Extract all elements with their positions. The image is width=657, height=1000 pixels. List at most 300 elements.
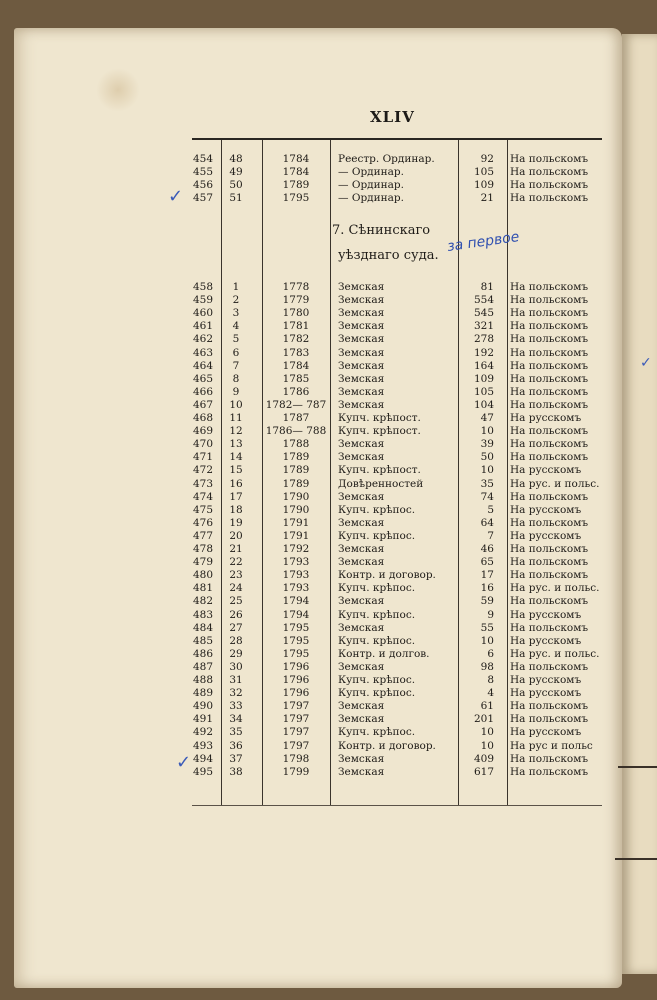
item-number: 9 — [232, 385, 240, 398]
table-row — [192, 726, 602, 739]
row-number: 494 — [193, 752, 214, 765]
paper-stain — [96, 68, 140, 112]
language: На польскомъ — [510, 543, 589, 555]
language: На польскомъ — [510, 346, 589, 359]
record-type: Земская — [338, 700, 385, 713]
row-number: 478 — [193, 543, 214, 555]
table-row — [192, 504, 602, 517]
row-number: 474 — [193, 490, 214, 503]
record-type: Довѣренностей — [338, 477, 424, 490]
row-number: 485 — [193, 634, 214, 647]
table-row — [192, 713, 602, 726]
row-number: 481 — [193, 582, 214, 595]
record-type: Купч. крѣпос. — [338, 582, 416, 595]
record-type: Земская — [338, 490, 385, 503]
sheet-count: 10 — [480, 464, 494, 477]
year: 1789 — [282, 451, 310, 464]
row-number: 490 — [193, 700, 214, 713]
archive-table — [192, 138, 602, 806]
year: 1796 — [282, 687, 310, 700]
record-type: Земская — [338, 372, 385, 385]
row-number: 489 — [193, 687, 214, 700]
year: 1793 — [282, 569, 310, 582]
row-number: 488 — [193, 674, 214, 686]
record-type: Контр. и договор. — [338, 569, 436, 582]
year: 1782 — [282, 333, 310, 346]
row-number: 476 — [193, 516, 214, 529]
sheet-count: 6 — [487, 647, 494, 660]
record-type: Купч. крѣпос. — [338, 726, 416, 739]
item-number: 6 — [232, 346, 240, 359]
record-type: Земская — [338, 621, 385, 634]
row-number: 457 — [193, 192, 214, 204]
year: 1786 — [282, 385, 310, 398]
item-number: 37 — [229, 752, 243, 765]
year: 1795 — [282, 621, 310, 634]
sheet-count: 321 — [473, 320, 494, 333]
handwritten-note: за первое — [446, 229, 521, 255]
language: На польскомъ — [510, 320, 589, 333]
year: 1793 — [282, 556, 310, 569]
year: 1789 — [282, 477, 310, 490]
row-number: 492 — [193, 726, 214, 739]
item-number: 25 — [229, 595, 243, 608]
row-number: 493 — [193, 739, 214, 752]
sheet-count: 105 — [473, 166, 494, 178]
record-type: Земская — [338, 765, 385, 778]
item-number: 16 — [229, 477, 243, 490]
row-number: 459 — [193, 294, 214, 307]
language: На польскомъ — [510, 192, 589, 204]
table-row — [192, 478, 602, 491]
year: 1785 — [282, 372, 310, 385]
sheet-count: 109 — [473, 179, 494, 191]
record-type: Реестр. Ординар. — [338, 153, 435, 165]
sheet-count: 104 — [473, 398, 494, 411]
record-type: Купч. крѣпос. — [338, 503, 416, 516]
language: На польскомъ — [510, 556, 589, 569]
sheet-count: 278 — [473, 333, 494, 346]
year: 1793 — [282, 582, 310, 595]
year: 1784 — [282, 153, 310, 165]
item-number: 51 — [229, 192, 243, 204]
row-number: 480 — [193, 569, 214, 582]
table-row — [192, 464, 602, 477]
table-row — [192, 166, 602, 179]
year: 1787 — [282, 412, 310, 424]
record-type: Земская — [338, 385, 385, 398]
sheet-count: 164 — [473, 359, 494, 372]
item-number: 34 — [229, 713, 243, 726]
record-type: Земская — [338, 307, 385, 320]
language: На русскомъ — [510, 412, 582, 424]
year: 1791 — [282, 529, 310, 542]
table-row — [192, 674, 602, 687]
table-row — [192, 569, 602, 582]
row-number: 461 — [193, 320, 214, 333]
year: 1794 — [282, 608, 310, 621]
row-number: 466 — [193, 385, 214, 398]
sheet-count: 109 — [473, 372, 494, 385]
item-number: 35 — [229, 726, 243, 739]
language: На польскомъ — [510, 451, 589, 464]
table-row — [192, 307, 602, 320]
sheet-count: 545 — [473, 307, 494, 320]
row-number: 464 — [193, 359, 214, 372]
row-number: 454 — [193, 153, 214, 165]
table-row — [192, 386, 602, 399]
language: На польскомъ — [510, 490, 589, 503]
section-title: 7. Сѣнинскаго — [332, 223, 431, 238]
sheet-count: 59 — [480, 595, 494, 608]
year: 1795 — [282, 192, 310, 204]
item-number: 15 — [229, 464, 243, 477]
language: На рус и польс — [510, 739, 593, 752]
sheet-count: 4 — [487, 687, 494, 700]
record-type: Купч. крѣпос. — [338, 674, 416, 686]
table-row — [192, 517, 602, 530]
item-number: 31 — [229, 674, 243, 686]
sheet-count: 105 — [473, 385, 494, 398]
sheet-count: 92 — [480, 153, 494, 165]
record-type: Земская — [338, 660, 385, 673]
row-number: 472 — [193, 464, 214, 477]
record-type: Купч. крѣпос. — [338, 608, 416, 621]
sheet-count: 192 — [473, 346, 494, 359]
record-type: Купч. крѣпост. — [338, 425, 421, 438]
table-row — [192, 451, 602, 464]
sheet-count: 74 — [480, 490, 494, 503]
language: На польскомъ — [510, 752, 589, 765]
record-type: Земская — [338, 346, 385, 359]
row-number: 469 — [193, 425, 214, 438]
sheet-count: 65 — [480, 556, 494, 569]
sheet-count: 98 — [480, 660, 494, 673]
checkmark-icon: ✓ — [640, 355, 652, 371]
language: На польскомъ — [510, 179, 589, 191]
language: На польскомъ — [510, 516, 589, 529]
next-page-edge — [622, 34, 657, 974]
language: На польскомъ — [510, 595, 589, 608]
section-subtitle: уѣзднаго суда. — [338, 248, 439, 263]
sheet-count: 9 — [487, 608, 494, 621]
year: 1789 — [282, 464, 310, 477]
binding-thread — [618, 766, 657, 768]
language: На польскомъ — [510, 281, 589, 293]
sheet-count: 10 — [480, 726, 494, 739]
year: 1784 — [282, 166, 310, 178]
year: 1799 — [282, 765, 310, 778]
language: На рус. и польс. — [510, 582, 600, 595]
item-number: 32 — [229, 687, 243, 700]
row-number: 487 — [193, 660, 214, 673]
item-number: 5 — [232, 333, 240, 346]
sheet-count: 10 — [480, 739, 494, 752]
sheet-count: 61 — [480, 700, 494, 713]
row-number: 495 — [193, 765, 214, 778]
item-number: 8 — [232, 372, 240, 385]
record-type: Земская — [338, 438, 385, 451]
table-row — [192, 530, 602, 543]
language: На русскомъ — [510, 464, 582, 477]
row-number: 467 — [193, 398, 214, 411]
record-type: Купч. крѣпос. — [338, 529, 416, 542]
record-type: Земская — [338, 595, 385, 608]
item-number: 13 — [229, 438, 243, 451]
sheet-count: 55 — [480, 621, 494, 634]
row-number: 484 — [193, 621, 214, 634]
year: 1779 — [282, 294, 310, 307]
sheet-count: 5 — [487, 503, 494, 516]
record-type: Купч. крѣпос. — [338, 634, 416, 647]
item-number: 7 — [232, 359, 240, 372]
record-type: — Ординар. — [338, 179, 404, 191]
item-number: 3 — [232, 307, 240, 320]
language: На польскомъ — [510, 359, 589, 372]
record-type: Купч. крѣпос. — [338, 687, 416, 700]
year: 1796 — [282, 660, 310, 673]
sheet-count: 201 — [473, 713, 494, 726]
year: 1797 — [282, 700, 310, 713]
sheet-count: 16 — [480, 582, 494, 595]
row-number: 468 — [193, 412, 214, 424]
row-number: 477 — [193, 529, 214, 542]
language: На польскомъ — [510, 438, 589, 451]
year: 1795 — [282, 634, 310, 647]
item-number: 12 — [229, 425, 243, 438]
record-type: Земская — [338, 333, 385, 346]
table-row — [192, 333, 602, 346]
record-type: Земская — [338, 543, 385, 555]
row-number: 475 — [193, 503, 214, 516]
table-row — [192, 399, 602, 412]
item-number: 23 — [229, 569, 243, 582]
record-type: Земская — [338, 294, 385, 307]
language: На польскомъ — [510, 153, 589, 165]
table-row — [192, 179, 602, 192]
language: На польскомъ — [510, 660, 589, 673]
table-row — [192, 766, 602, 779]
record-type: Земская — [338, 752, 385, 765]
year: 1789 — [282, 179, 310, 191]
item-number: 11 — [229, 412, 243, 424]
row-number: 479 — [193, 556, 214, 569]
language: На польскомъ — [510, 333, 589, 346]
language: На польскомъ — [510, 307, 589, 320]
year: 1781 — [282, 320, 310, 333]
item-number: 22 — [229, 556, 243, 569]
year: 1783 — [282, 346, 310, 359]
language: На польскомъ — [510, 621, 589, 634]
language: На рус. и польс. — [510, 477, 600, 490]
sheet-count: 21 — [480, 192, 494, 204]
year: 1786— 788 — [265, 425, 327, 438]
sheet-count: 10 — [480, 634, 494, 647]
table-row — [192, 595, 602, 608]
item-number: 38 — [229, 765, 243, 778]
row-number: 465 — [193, 372, 214, 385]
row-number: 491 — [193, 713, 214, 726]
sheet-count: 35 — [480, 477, 494, 490]
item-number: 10 — [229, 398, 243, 411]
record-type: Земская — [338, 398, 385, 411]
year: 1798 — [282, 752, 310, 765]
year: 1795 — [282, 647, 310, 660]
record-type: Земская — [338, 516, 385, 529]
row-number: 486 — [193, 647, 214, 660]
item-number: 49 — [229, 166, 243, 178]
language: На польскомъ — [510, 765, 589, 778]
row-number: 470 — [193, 438, 214, 451]
checkmark-icon: ✓ — [176, 752, 192, 773]
sheet-count: 554 — [473, 294, 494, 307]
record-type: Купч. крѣпост. — [338, 412, 421, 424]
language: На русскомъ — [510, 503, 582, 516]
language: На русскомъ — [510, 529, 582, 542]
item-number: 19 — [229, 516, 243, 529]
language: На польскомъ — [510, 294, 589, 307]
table-row — [192, 648, 602, 661]
item-number: 24 — [229, 582, 243, 595]
item-number: 14 — [229, 451, 243, 464]
table-row — [192, 609, 602, 622]
table-row — [192, 700, 602, 713]
row-number: 462 — [193, 333, 214, 346]
item-number: 36 — [229, 739, 243, 752]
language: На рус. и польс. — [510, 647, 600, 660]
item-number: 26 — [229, 608, 243, 621]
sheet-count: 81 — [480, 281, 494, 293]
language: На русскомъ — [510, 634, 582, 647]
language: На русскомъ — [510, 726, 582, 739]
checkmark-icon: ✓ — [168, 186, 184, 207]
year: 1791 — [282, 516, 310, 529]
item-number: 21 — [229, 543, 243, 555]
table-row — [192, 635, 602, 648]
table-row — [192, 661, 602, 674]
record-type: Купч. крѣпост. — [338, 464, 421, 477]
item-number: 1 — [232, 281, 240, 293]
table-row — [192, 412, 602, 425]
item-number: 33 — [229, 700, 243, 713]
record-type: Земская — [338, 359, 385, 372]
record-type: Земская — [338, 320, 385, 333]
language: На русскомъ — [510, 608, 582, 621]
sheet-count: 46 — [480, 543, 494, 555]
record-type: Земская — [338, 556, 385, 569]
row-number: 455 — [193, 166, 214, 178]
year: 1796 — [282, 674, 310, 686]
sheet-count: 7 — [487, 529, 494, 542]
year: 1790 — [282, 503, 310, 516]
sheet-count: 39 — [480, 438, 494, 451]
language: На русскомъ — [510, 674, 582, 686]
table-row — [192, 153, 602, 166]
table-row — [192, 281, 602, 294]
row-number: 460 — [193, 307, 214, 320]
sheet-count: 617 — [473, 765, 494, 778]
row-number: 473 — [193, 477, 214, 490]
table-row — [192, 753, 602, 766]
item-number: 30 — [229, 660, 243, 673]
item-number: 48 — [229, 153, 243, 165]
table-row — [192, 320, 602, 333]
year: 1794 — [282, 595, 310, 608]
sheet-count: 50 — [480, 451, 494, 464]
table-row — [192, 491, 602, 504]
record-type: Земская — [338, 281, 385, 293]
page-header: XLIV — [370, 108, 415, 126]
sheet-count: 17 — [480, 569, 494, 582]
year: 1797 — [282, 739, 310, 752]
record-type: — Ординар. — [338, 166, 404, 178]
record-type: Контр. и договор. — [338, 739, 436, 752]
row-number: 456 — [193, 179, 214, 191]
row-number: 471 — [193, 451, 214, 464]
year: 1792 — [282, 543, 310, 555]
item-number: 17 — [229, 490, 243, 503]
table-row — [192, 360, 602, 373]
language: На польскомъ — [510, 700, 589, 713]
row-number: 458 — [193, 281, 214, 293]
language: На польскомъ — [510, 713, 589, 726]
year: 1790 — [282, 490, 310, 503]
table-row — [192, 192, 602, 205]
language: На польскомъ — [510, 385, 589, 398]
sheet-count: 10 — [480, 425, 494, 438]
language: На польскомъ — [510, 372, 589, 385]
table-row — [192, 347, 602, 360]
record-type: — Ординар. — [338, 192, 404, 204]
record-type: Контр. и долгов. — [338, 647, 430, 660]
sheet-count: 64 — [480, 516, 494, 529]
language: На польскомъ — [510, 166, 589, 178]
table-row — [192, 438, 602, 451]
binding-thread — [615, 858, 657, 860]
table-row — [192, 740, 602, 753]
language: На польскомъ — [510, 398, 589, 411]
year: 1784 — [282, 359, 310, 372]
table-row — [192, 687, 602, 700]
year: 1778 — [282, 281, 310, 293]
year: 1788 — [282, 438, 310, 451]
item-number: 50 — [229, 179, 243, 191]
year: 1797 — [282, 713, 310, 726]
sheet-count: 47 — [480, 412, 494, 424]
year: 1780 — [282, 307, 310, 320]
language: На русскомъ — [510, 687, 582, 700]
language: На польскомъ — [510, 569, 589, 582]
table-row — [192, 373, 602, 386]
table-row — [192, 582, 602, 595]
record-type: Земская — [338, 713, 385, 726]
record-type: Земская — [338, 451, 385, 464]
table-row — [192, 294, 602, 307]
row-number: 482 — [193, 595, 214, 608]
row-number: 483 — [193, 608, 214, 621]
item-number: 29 — [229, 647, 243, 660]
language: На польскомъ — [510, 425, 589, 438]
table-row — [192, 622, 602, 635]
sheet-count: 409 — [473, 752, 494, 765]
year: 1782— 787 — [265, 398, 327, 411]
item-number: 18 — [229, 503, 243, 516]
item-number: 27 — [229, 621, 243, 634]
table-row — [192, 425, 602, 438]
table-row — [192, 543, 602, 556]
sheet-count: 8 — [487, 674, 494, 686]
year: 1797 — [282, 726, 310, 739]
